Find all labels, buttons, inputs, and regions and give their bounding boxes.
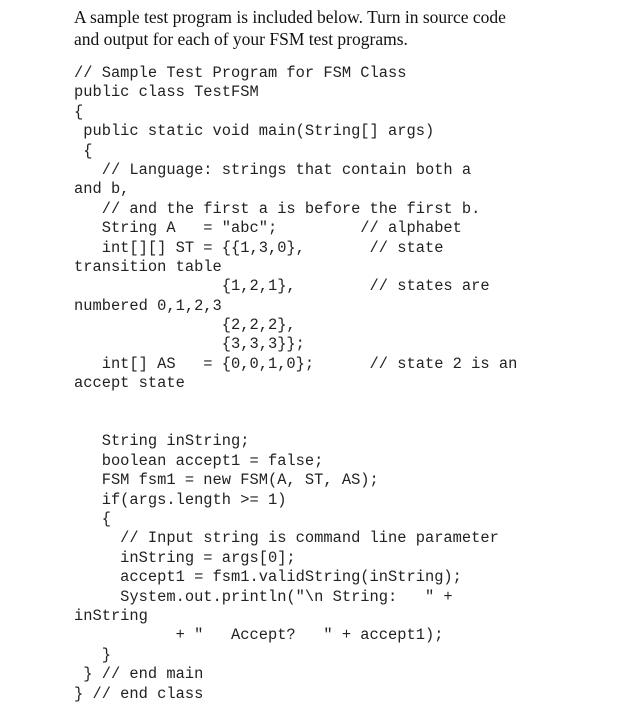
code-line: // and the first a is before the first b. [74,199,481,218]
code-line: and b, [74,180,130,199]
code-line: {1,2,1}, // states are [74,277,490,296]
code-line: {2,2,2}, [74,316,296,335]
code-line: } // end class [74,684,204,703]
code-listing [74,64,517,704]
code-line: String A = "abc"; // alphabet [74,219,462,238]
code-line: { [74,141,93,160]
code-line: boolean accept1 = false; [74,451,324,470]
code-line: { [74,102,84,121]
code-line: System.out.println("\n String: " + [74,587,453,606]
code-line: { [74,509,111,528]
code-line: accept1 = fsm1.validString(inString); [74,568,462,587]
code-line: accept state [74,374,185,393]
code-line: FSM fsm1 = new FSM(A, ST, AS); [74,471,379,490]
code-line: numbered 0,1,2,3 [74,296,222,315]
code-line: inString = args[0]; [74,548,296,567]
code-line: int[] AS = {0,0,1,0}; // state 2 is an [74,354,518,373]
code-line: int[][] ST = {{1,3,0}, // state [74,238,444,257]
code-line: // Input string is command line parameter [74,529,499,548]
code-line: {3,3,3}}; [74,335,305,354]
code-line: transition table [74,257,222,276]
code-line: // Sample Test Program for FSM Class [74,64,407,82]
code-line: } // end main [74,665,204,684]
intro-line: and output for each of your FSM test programs. [74,29,408,49]
code-line: String inString; [74,432,250,451]
code-line: inString [74,606,148,625]
code-line: public class TestFSM [74,83,259,102]
code-line: if(args.length >= 1) [74,490,287,509]
code-line: } [74,645,111,664]
code-line: // Language: strings that contain both a [74,160,472,179]
intro-line: A sample test program is included below. Turn in source code [74,7,506,27]
code-line: public static void main(String[] args) [74,122,435,141]
code-line: + " Accept? " + accept1); [74,626,444,645]
code-line [74,394,517,413]
code-line [74,413,517,432]
intro-paragraph [74,6,614,50]
